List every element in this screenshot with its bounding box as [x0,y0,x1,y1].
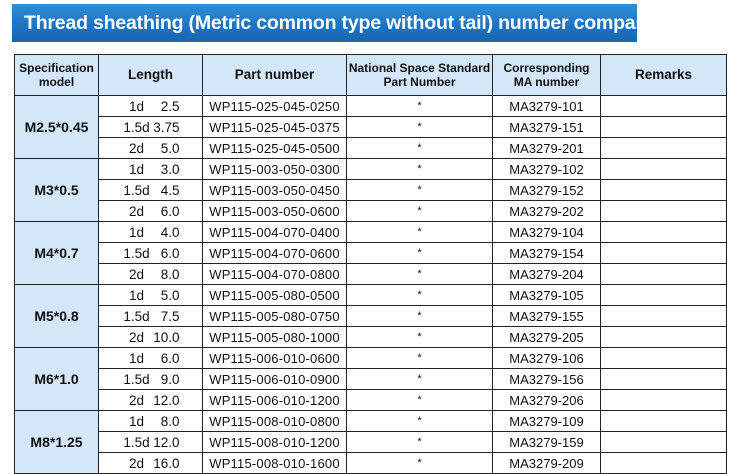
length-value: 10.0 [153,329,180,345]
ma-number-cell: MA3279-202 [493,201,601,222]
remarks-cell [601,96,727,117]
part-number-cell: WP115-004-070-0600 [203,243,347,264]
remarks-cell [601,222,727,243]
table-row [15,453,727,474]
length-value: 7.5 [160,308,180,324]
national-standard-cell: * [347,180,493,201]
length-cell [99,348,203,369]
ma-number-cell: MA3279-102 [493,159,601,180]
length-multiplier: 1d [128,224,145,240]
national-standard-cell: * [347,285,493,306]
national-standard-cell: * [347,201,493,222]
part-number-cell: WP115-005-080-0750 [203,306,347,327]
length-multiplier: 1d [128,350,145,366]
length-cell [99,453,203,474]
remarks-cell [601,432,727,453]
table-row [15,117,727,138]
length-value: 4.5 [160,182,180,198]
ma-number-cell: MA3279-152 [493,180,601,201]
table-row [15,432,727,453]
table-row [15,411,727,432]
length-multiplier: 1d [128,413,145,429]
length-cell [99,243,203,264]
length-cell [99,369,203,390]
table-row [15,390,727,411]
remarks-cell [601,243,727,264]
part-number-cell: WP115-006-010-0900 [203,369,347,390]
ma-number-cell: MA3279-204 [493,264,601,285]
remarks-cell [601,117,727,138]
spec-model-cell: M5*0.8 [15,285,99,348]
national-standard-cell: * [347,159,493,180]
length-multiplier: 1d [128,161,145,177]
table-row [15,201,727,222]
part-number-cell: WP115-025-045-0375 [203,117,347,138]
national-standard-cell: * [347,138,493,159]
length-multiplier: 1d [128,98,145,114]
ma-number-cell: MA3279-151 [493,117,601,138]
length-cell [99,306,203,327]
part-number-cell: WP115-008-010-0800 [203,411,347,432]
length-multiplier: 1.5d [123,119,150,135]
length-value: 8.0 [160,413,180,429]
spec-model-cell: M8*1.25 [15,411,99,474]
length-multiplier: 1.5d [123,371,150,387]
length-value: 5.0 [160,140,180,156]
part-number-cell: WP115-008-010-1200 [203,432,347,453]
national-standard-cell: * [347,369,493,390]
table-row [15,159,727,180]
table-row [15,138,727,159]
table-row [15,222,727,243]
length-cell [99,432,203,453]
table-row [15,264,727,285]
spec-model-cell: M2.5*0.45 [15,96,99,159]
national-standard-cell: * [347,306,493,327]
length-value: 6.0 [160,245,180,261]
ma-number-cell: MA3279-159 [493,432,601,453]
part-number-cell: WP115-004-070-0800 [203,264,347,285]
table-row [15,306,727,327]
part-number-cell: WP115-003-050-0600 [203,201,347,222]
remarks-cell [601,348,727,369]
remarks-cell [601,306,727,327]
ma-number-cell: MA3279-206 [493,390,601,411]
length-cell [99,327,203,348]
part-number-cell: WP115-003-050-0300 [203,159,347,180]
length-multiplier: 1d [128,287,145,303]
remarks-cell [601,264,727,285]
length-multiplier: 2d [128,266,145,282]
part-number-cell: WP115-006-010-0600 [203,348,347,369]
part-number-cell: WP115-004-070-0400 [203,222,347,243]
length-value: 5.0 [160,287,180,303]
length-value: 12.0 [153,392,180,408]
ma-number-cell: MA3279-105 [493,285,601,306]
length-value: 6.0 [160,350,180,366]
spec-model-cell: M6*1.0 [15,348,99,411]
length-multiplier: 1.5d [123,245,150,261]
ma-number-cell: MA3279-154 [493,243,601,264]
table-body [15,96,727,474]
national-standard-cell: * [347,96,493,117]
header-ma-number: Corresponding MA number [493,55,601,96]
header-part-number: Part number [203,55,347,96]
length-multiplier: 2d [128,455,145,471]
table-row [15,243,727,264]
table-row [15,369,727,390]
length-cell [99,159,203,180]
ma-number-cell: MA3279-106 [493,348,601,369]
length-multiplier: 1.5d [123,182,150,198]
length-multiplier: 1.5d [123,434,150,450]
length-multiplier: 2d [128,203,145,219]
part-number-cell: WP115-025-045-0250 [203,96,347,117]
length-cell [99,138,203,159]
header-row [15,55,727,96]
remarks-cell [601,285,727,306]
remarks-cell [601,369,727,390]
length-value: 3.0 [160,161,180,177]
comparison-table [14,54,727,474]
national-standard-cell: * [347,348,493,369]
length-multiplier: 1.5d [123,308,150,324]
remarks-cell [601,453,727,474]
ma-number-cell: MA3279-201 [493,138,601,159]
length-multiplier: 2d [128,329,145,345]
table-row [15,96,727,117]
national-standard-cell: * [347,327,493,348]
length-value: 9.0 [160,371,180,387]
length-cell [99,222,203,243]
header-national-standard: National Space Standard Part Number [347,55,493,96]
length-value: 4.0 [160,224,180,240]
length-cell [99,390,203,411]
national-standard-cell: * [347,117,493,138]
remarks-cell [601,180,727,201]
national-standard-cell: * [347,264,493,285]
length-cell [99,264,203,285]
remarks-cell [601,411,727,432]
table-row [15,180,727,201]
length-value: 2.5 [160,98,180,114]
national-standard-cell: * [347,453,493,474]
spec-model-cell: M3*0.5 [15,159,99,222]
length-cell [99,201,203,222]
ma-number-cell: MA3279-109 [493,411,601,432]
length-value: 6.0 [160,203,180,219]
header-spec-model: Specification model [15,55,99,96]
remarks-cell [601,201,727,222]
national-standard-cell: * [347,432,493,453]
length-multiplier: 2d [128,140,145,156]
part-number-cell: WP115-006-010-1200 [203,390,347,411]
length-cell [99,411,203,432]
remarks-cell [601,138,727,159]
ma-number-cell: MA3279-209 [493,453,601,474]
part-number-cell: WP115-005-080-1000 [203,327,347,348]
header-remarks: Remarks [601,55,727,96]
part-number-cell: WP115-003-050-0450 [203,180,347,201]
table-row [15,327,727,348]
ma-number-cell: MA3279-156 [493,369,601,390]
length-value: 8.0 [160,266,180,282]
length-cell [99,117,203,138]
national-standard-cell: * [347,222,493,243]
table-row [15,348,727,369]
remarks-cell [601,390,727,411]
remarks-cell [601,327,727,348]
header-length: Length [99,55,203,96]
length-value: 12.0 [153,434,180,450]
ma-number-cell: MA3279-205 [493,327,601,348]
part-number-cell: WP115-005-080-0500 [203,285,347,306]
ma-number-cell: MA3279-155 [493,306,601,327]
national-standard-cell: * [347,390,493,411]
length-cell [99,180,203,201]
national-standard-cell: * [347,411,493,432]
length-value: 3.75 [153,119,180,135]
ma-number-cell: MA3279-104 [493,222,601,243]
ma-number-cell: MA3279-101 [493,96,601,117]
length-cell [99,285,203,306]
part-number-cell: WP115-025-045-0500 [203,138,347,159]
length-multiplier: 2d [128,392,145,408]
national-standard-cell: * [347,243,493,264]
table-title-banner: Thread sheathing (Metric common type without tail) number comparison table: [12,4,637,42]
remarks-cell [601,159,727,180]
table-row [15,285,727,306]
length-value: 16.0 [153,455,180,471]
length-cell [99,96,203,117]
spec-model-cell: M4*0.7 [15,222,99,285]
part-number-cell: WP115-008-010-1600 [203,453,347,474]
